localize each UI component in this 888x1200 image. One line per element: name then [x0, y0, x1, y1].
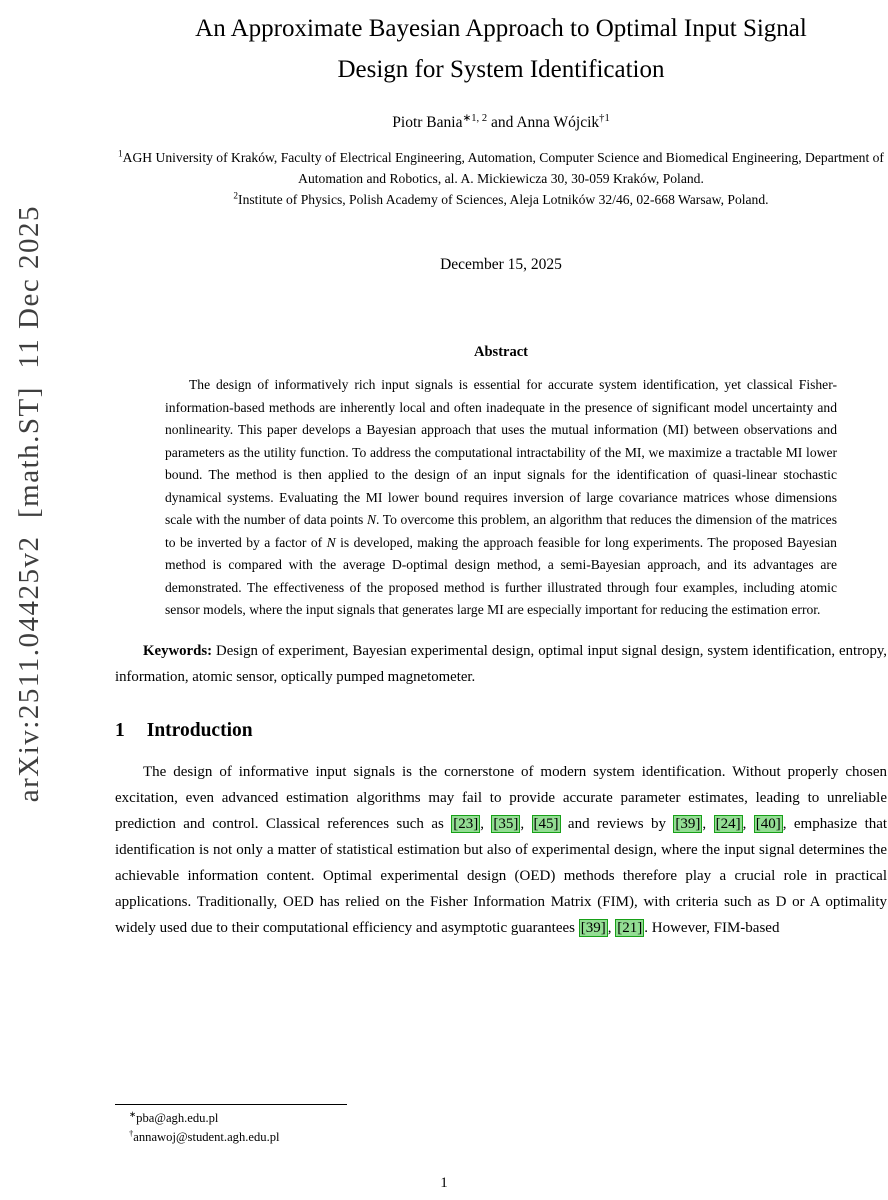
superscript-marker: ∗ [129, 1108, 137, 1119]
footnote-email-2 [115, 1128, 887, 1147]
citation-link[interactable]: [24] [715, 815, 741, 832]
text-run: . However, FIM-based [644, 919, 780, 936]
abstract-heading: Abstract [474, 344, 528, 360]
text-run: , [742, 815, 754, 832]
affiliation-1 [115, 147, 887, 189]
text-run: and reviews by [560, 815, 674, 832]
affiliation-2 [115, 189, 887, 210]
text-run: . To overcome this problem, an algorithm that reduces the dimension of the matrices to be inverted by a factor of [165, 512, 837, 550]
abstract-text [165, 374, 837, 622]
text-run: AGH University of Kraków, Faculty of Electrical Engineering, Automation, Computer Science and Biomedical Engineering, Department of Automation and Robotics, al. A. Mickiewicza 30, 30-059 Kraków, Poland. [122, 150, 884, 186]
superscript-marker: 2 [233, 190, 239, 201]
text-run: annawoj@student.agh.edu.pl [133, 1130, 280, 1144]
citation-link[interactable]: [35] [493, 815, 519, 832]
arxiv-watermark: arXiv:2511.04425v2 [math.ST] 11 Dec 2025 [13, 205, 45, 803]
affiliations [115, 147, 887, 210]
text-run: , emphasize that identification is not only a matter of statistical estimation but also of experimental design, where the input signal determines the achievable information content. Optimal experimental design (OED) methods therefore play a crucial role in practical applications. Traditionally, OED has relied on the Fisher Information Matrix (FIM), with criteria such as D or A optimality widely used due to their computational efficiency and asymptotic guarantees [115, 815, 888, 936]
superscript-marker: † [129, 1127, 134, 1138]
superscript-marker: †1 [599, 112, 610, 124]
bold-label: Keywords: [143, 642, 217, 659]
footnote-email-1 [115, 1109, 887, 1128]
keywords-paragraph [115, 638, 887, 690]
paper-title-line2: Design for System Identification [337, 56, 665, 83]
math-variable: N [366, 512, 377, 527]
text-run: , [480, 815, 492, 832]
footnote-area [115, 1104, 887, 1147]
math-variable: N [326, 534, 336, 550]
citation-link[interactable]: [39] [675, 815, 701, 832]
authors-line [115, 114, 887, 132]
section-heading-introduction [115, 720, 887, 742]
paper-content [115, 0, 887, 941]
text-run: Institute of Physics, Polish Academy of Sciences, Aleja Lotników 32/46, 02-668 Warsaw, Poland. [238, 192, 769, 207]
text-run: The design of informatively rich input signals is essential for accurate system identification, yet classical Fisher-information-based methods are inherently local and often inadequate in the presence of significant model uncertainty and nonlinearity. This paper develops a Bayesian approach that uses the mutual information (MI) between observations and parameters as the utility function. To address the computational intractability of the MI, we maximize a tractable MI lower bound. The method is then applied to the design of an input signals for the identification of quasi-linear stochastic dynamical systems. Evaluating the MI lower bound requires inversion of large covariance matrices whose dimensions scale with the number of data points [165, 377, 837, 527]
text-run: and Anna Wójcik [487, 114, 600, 131]
text-run: The design of informative input signals is the cornerstone of modern system identification. Without properly chosen excitation, even advanced estimation algorithms may fail to provide accurate parameter estimates, leading to unreliable prediction and control. Classical references such as [115, 763, 887, 832]
text-run: Piotr Bania [392, 114, 463, 131]
citation-link[interactable]: [23] [453, 815, 479, 832]
citation-link[interactable]: [39] [580, 919, 606, 936]
page-number: 1 [440, 1175, 448, 1191]
section-title: Introduction [146, 719, 253, 741]
superscript-marker: ∗1, 2 [462, 112, 488, 124]
paper-title-line1: An Approximate Bayesian Approach to Optimal Input Signal [195, 15, 807, 42]
text-run: Design of experiment, Bayesian experimental design, optimal input signal design, system identification, entropy, information, atomic sensor, optically pumped magnetometer. [115, 642, 887, 685]
citation-link[interactable]: [45] [533, 815, 559, 832]
superscript-marker: 1 [118, 148, 123, 159]
text-run: is developed, making the approach feasible for long experiments. The proposed Bayesian method is compared with the average D-optimal design method, a semi-Bayesian approach, and its advantages are demonstrated. The effectiveness of the proposed method is further illustrated through four examples, including atomic sensor models, where the input signals that generates large MI are especially important for reducing the estimation error. [165, 534, 837, 617]
paper-title [121, 8, 881, 90]
footnote-rule [115, 1104, 347, 1105]
intro-paragraph [115, 759, 887, 941]
text-run: , [607, 919, 616, 936]
citation-link[interactable]: [21] [617, 919, 643, 936]
text-run: , [520, 815, 532, 832]
section-number: 1 [115, 719, 125, 741]
text-run: pba@agh.edu.pl [136, 1111, 219, 1125]
citation-link[interactable]: [40] [755, 815, 781, 832]
paper-date: December 15, 2025 [440, 256, 562, 273]
text-run: , [702, 815, 714, 832]
